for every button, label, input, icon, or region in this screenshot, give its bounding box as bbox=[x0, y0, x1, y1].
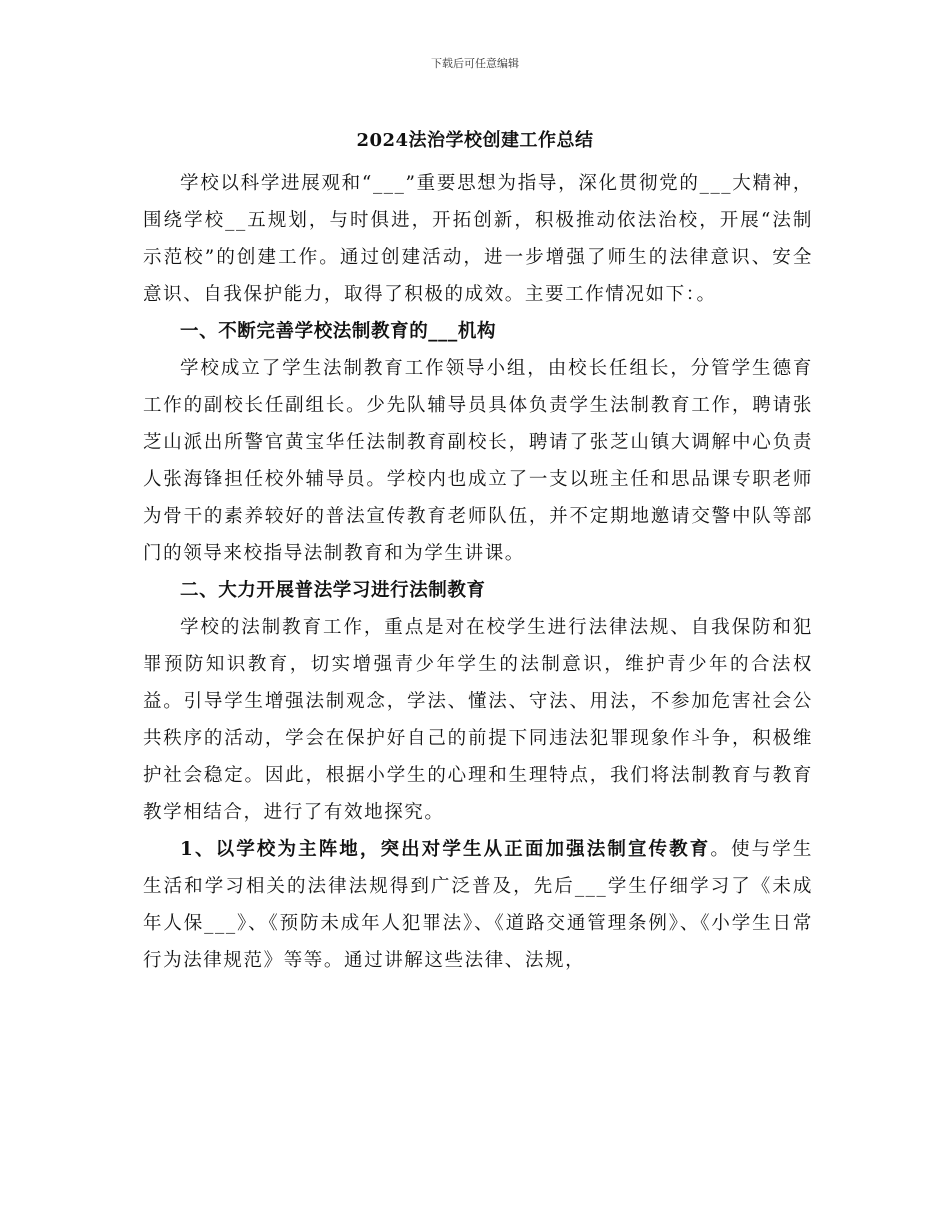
section-1-heading: 一、不断完善学校法制教育的___机构 bbox=[180, 321, 497, 342]
item-1-paragraph bbox=[143, 831, 813, 979]
section-2-paragraph: 学校的法制教育工作，重点是对在校学生进行法律法规、自我保防和犯罪预防知识教育，切实增强青少年学生的法制意识，维护青少年的合法权益。引导学生增强法制观念，学法、懂法、守法、用法，不参加危害社会公共秩序的活动，学会在保护好自己的前提下同违法犯罪现象作斗争，积极维护社会稳定。因此，根据小学生的心理和生理特点，我们将法制教育与教育教学相结合，进行了有效地探究。 bbox=[143, 617, 813, 823]
section-1-paragraph: 学校成立了学生法制教育工作领导小组，由校长任组长，分管学生德育工作的副校长任副组长。少先队辅导员具体负责学生法制教育工作，聘请张芝山派出所警官黄宝华任法制教育副校长，聘请了张芝山镇大调解中心负责人张海锋担任校外辅导员。学校内也成立了一支以班主任和思品课专职老师为骨干的素养较好的普法宣传教育老师队伍，并不定期地邀请交警中队等部门的领导来校指导法制教育和为学生讲课。 bbox=[143, 358, 813, 564]
item-1-bold-lead: 1、以学校为主阵地，突出对学生从正面加强法制宣传教育 bbox=[180, 839, 711, 860]
page-header: 下载后可任意编辑 bbox=[431, 57, 519, 70]
document-body bbox=[143, 165, 813, 979]
intro-paragraph: 学校以科学进展观和“___”重要思想为指导，深化贯彻党的___大精神，围绕学校__五规划，与时俱进，开拓创新，积极推动依法治校，开展“法制示范校”的创建工作。通过创建活动，进一步增强了师生的法律意识、安全意识、自我保护能力，取得了积极的成效。主要工作情况如下：。 bbox=[143, 173, 813, 305]
section-2-heading: 二、大力开展普法学习进行法制教育 bbox=[180, 580, 486, 601]
item-1-text: 。使与学生生活和学习相关的法律法规得到广泛普及，先后___学生仔细学习了《未成年人保___》、《预防未成年人犯罪法》、《道路交通管理条例》、《小学生日常行为法律规范》等等。通过讲解这些法律、法规， bbox=[143, 839, 813, 971]
document-title: 2024法治学校创建工作总结 bbox=[356, 130, 594, 151]
